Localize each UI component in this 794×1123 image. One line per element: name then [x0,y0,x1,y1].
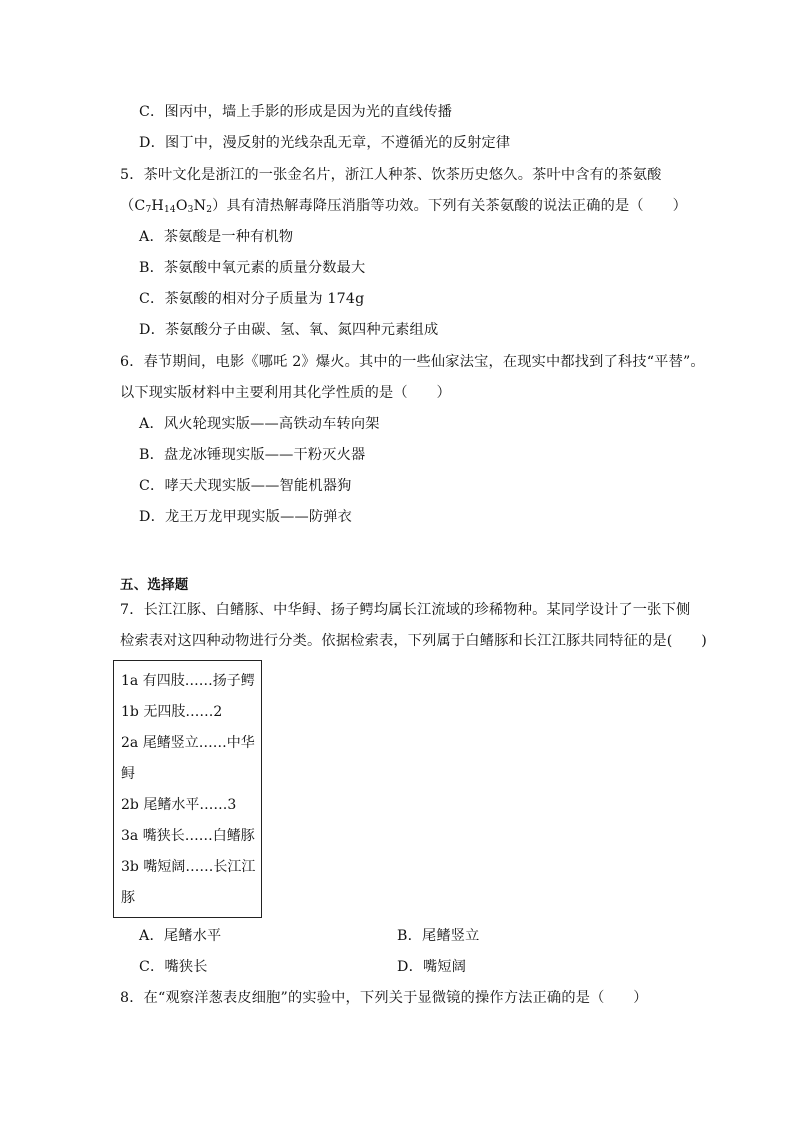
q6-option-a: A．风火轮现实版——高铁动车转向架 [139,416,380,432]
formula-h: H [151,198,164,214]
q7-option-d: D．嘴短阔 [397,959,467,975]
formula-sub-c: 7 [145,205,152,215]
q6-stem-line2: 以下现实版材料中主要利用其化学性质的是（ ） [120,385,451,401]
q5-option-a: A．茶氨酸是一种有机物 [139,229,294,245]
q6-option-b: B．盘龙冰锤现实版——干粉灭火器 [139,447,366,463]
formula-o: O [175,198,188,214]
q5-option-b: B．茶氨酸中氧元素的质量分数最大 [139,260,366,276]
q7-option-c: C．嘴狭长 [139,959,208,975]
q5-stem-line1: 5．茶叶文化是浙江的一张金名片，浙江人种茶、饮茶历史悠久。茶叶中含有的茶氨酸 [120,167,662,183]
q5-stem-line2-rest: ）具有清热解毒降压消脂等功效。下列有关茶氨酸的说法正确的是（ ） [212,198,687,214]
q6-stem-line1: 6．春节期间，电影《哪吒 2》爆火。其中的一些仙家法宝，在现实中都找到了科技“平替”。 [120,354,705,370]
key-line-2a: 2a 尾鳍竖立……中华 [121,735,255,751]
q7-option-b: B．尾鳍竖立 [397,928,480,944]
formula-sub-n: 2 [206,205,213,215]
q5-option-c: C．茶氨酸的相对分子质量为 174g [139,291,365,307]
formula-open: （C [120,198,146,214]
section-title: 五、选择题 [120,577,189,593]
q7-option-a: A．尾鳍水平 [139,928,222,944]
q8-stem-line1: 8．在“观察洋葱表皮细胞”的实验中，下列关于显微镜的操作方法正确的是（ ） [120,990,648,1006]
q4-option-c: C．图丙中，墙上手影的形成是因为光的直线传播 [139,104,453,120]
key-line-2a-cont: 鲟 [121,766,135,782]
key-line-1b: 1b 无四肢……2 [121,704,223,720]
dichotomous-key-box [113,660,262,918]
q6-option-c: C．哮天犬现实版——智能机器狗 [139,478,352,494]
key-line-1a: 1a 有四肢……扬子鳄 [121,673,255,689]
q7-stem-line1: 7．长江江豚、白鳍豚、中华鲟、扬子鳄均属长江流域的珍稀物种。某同学设计了一张下侧 [120,602,691,618]
key-line-2b: 2b 尾鳍水平……3 [121,797,237,813]
key-line-3b-cont: 豚 [121,890,135,906]
q6-option-d: D．龙王万龙甲现实版——防弹衣 [139,509,353,525]
formula-sub-o: 3 [187,205,194,215]
key-line-3b: 3b 嘴短阔……长江江 [121,859,256,875]
q4-option-d: D．图丁中，漫反射的光线杂乱无章，不遵循光的反射定律 [139,135,511,151]
key-line-3a: 3a 嘴狭长……白鳍豚 [121,828,255,844]
formula-sub-h: 14 [163,205,176,215]
formula-n: N [193,198,207,214]
q7-stem-line2: 检索表对这四种动物进行分类。依据检索表，下列属于白鳍豚和长江江豚共同特征的是( ) [120,633,707,649]
q5-option-d: D．茶氨酸分子由碳、氢、氧、氮四种元素组成 [139,322,439,338]
q5-stem-line2 [120,196,687,216]
